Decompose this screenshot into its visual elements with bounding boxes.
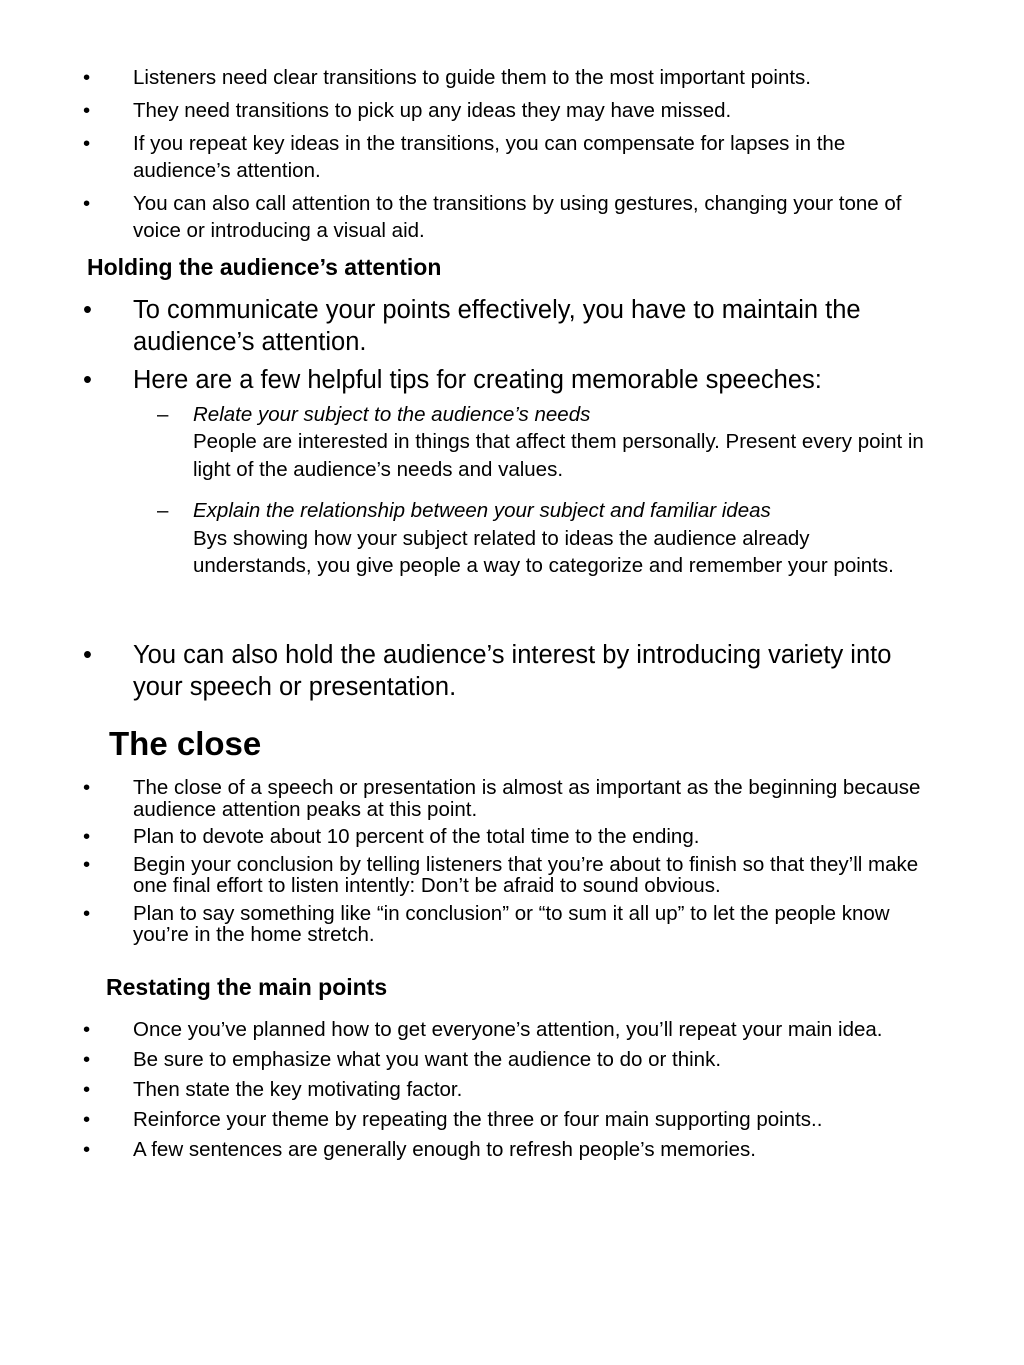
list-item xyxy=(0,190,1024,244)
section-heading-close: The close xyxy=(109,725,262,762)
bullet-text: If you repeat key ideas in the transitions, you can compensate for lapses in the audience’s attention. xyxy=(133,132,846,182)
bullet-text: Then state the key motivating factor. xyxy=(133,1078,463,1101)
list-item xyxy=(0,854,1024,897)
close-bullet-list xyxy=(0,777,1024,952)
list-item xyxy=(0,1108,1024,1132)
bullet-marker: • xyxy=(83,132,91,155)
bullet-marker: • xyxy=(83,1138,91,1161)
bullet-marker: • xyxy=(83,776,91,799)
bullet-text: Plan to devote about 10 percent of the total time to the ending. xyxy=(133,825,700,848)
bullet-marker: • xyxy=(83,641,92,669)
bullet-marker: • xyxy=(83,1018,91,1041)
list-item xyxy=(0,1048,1024,1072)
bullet-marker: • xyxy=(83,296,92,324)
list-item xyxy=(0,826,1024,848)
bullet-text: Listeners need clear transitions to guide them to the most important points. xyxy=(133,66,812,89)
bullet-text: Plan to say something like “in conclusion” or “to sum it all up” to let the people know you’re in the home stretch. xyxy=(133,901,890,946)
bullet-marker: • xyxy=(83,1078,91,1101)
bullet-marker: • xyxy=(83,901,91,925)
bullet-text: A few sentences are generally enough to refresh people’s memories. xyxy=(133,1138,756,1161)
bullet-text: They need transitions to pick up any ideas they may have missed. xyxy=(133,99,732,122)
tip-body: People are interested in things that affect them personally. Present every point in light of the audience’s needs and values. xyxy=(193,430,924,481)
list-item xyxy=(0,1078,1024,1102)
bullet-text: Once you’ve planned how to get everyone’s attention, you’ll repeat your main idea. xyxy=(133,1018,883,1041)
bullet-marker: • xyxy=(83,852,91,876)
list-item xyxy=(0,295,1024,358)
list-item xyxy=(0,1018,1024,1042)
bullet-marker: • xyxy=(83,99,91,122)
tip-item xyxy=(133,497,924,580)
bullet-text: You can also call attention to the transitions by using gestures, changing your tone of voice or introducing a visual aid. xyxy=(133,192,902,242)
intro-bullet-list xyxy=(0,64,1024,250)
bullet-marker: • xyxy=(83,192,91,215)
restating-bullet-list xyxy=(0,1018,1024,1168)
section-heading-restating: Restating the main points xyxy=(106,974,388,1000)
list-item xyxy=(0,97,1024,124)
list-item xyxy=(0,777,1024,820)
tip-body: Bys showing how your subject related to ideas the audience already understands, you give people a way to categorize and remember your points. xyxy=(193,526,894,577)
list-item xyxy=(0,903,1024,946)
dash-marker: – xyxy=(157,499,169,522)
bullet-text: Begin your conclusion by telling listeners that you’re about to finish so that they’ll make one final effort to listen intently: Don’t be afraid to sound obvious. xyxy=(133,852,919,897)
list-item xyxy=(0,365,1024,580)
list-item xyxy=(0,640,1024,703)
bullet-marker: • xyxy=(83,366,92,394)
variety-bullet-list xyxy=(0,640,1024,703)
bullet-text: Be sure to emphasize what you want the audience to do or think. xyxy=(133,1048,722,1071)
bullet-marker: • xyxy=(83,825,91,848)
tip-title: Explain the relationship between your subject and familiar ideas xyxy=(193,499,771,522)
bullet-text: To communicate your points effectively, you have to maintain the audience’s attention. xyxy=(133,296,861,356)
dash-marker: – xyxy=(157,402,169,426)
bullet-text: The close of a speech or presentation is almost as important as the beginning because audience attention peaks at this point. xyxy=(133,776,921,821)
bullet-marker: • xyxy=(83,66,91,89)
list-item xyxy=(0,1138,1024,1162)
bullet-marker: • xyxy=(83,1108,91,1131)
holding-bullet-list xyxy=(0,295,1024,594)
list-item xyxy=(0,64,1024,91)
bullet-marker: • xyxy=(83,1048,91,1071)
section-heading-holding: Holding the audience’s attention xyxy=(87,254,442,280)
tip-title: Relate your subject to the audience’s needs xyxy=(193,402,591,426)
tip-item xyxy=(133,401,924,484)
bullet-text: You can also hold the audience’s interest by introducing variety into your speech or presentation. xyxy=(133,641,892,701)
bullet-text: Reinforce your theme by repeating the three or four main supporting points.. xyxy=(133,1108,823,1131)
tips-sub-list xyxy=(133,401,924,580)
bullet-text: Here are a few helpful tips for creating memorable speeches: xyxy=(133,366,822,394)
list-item xyxy=(0,130,1024,184)
